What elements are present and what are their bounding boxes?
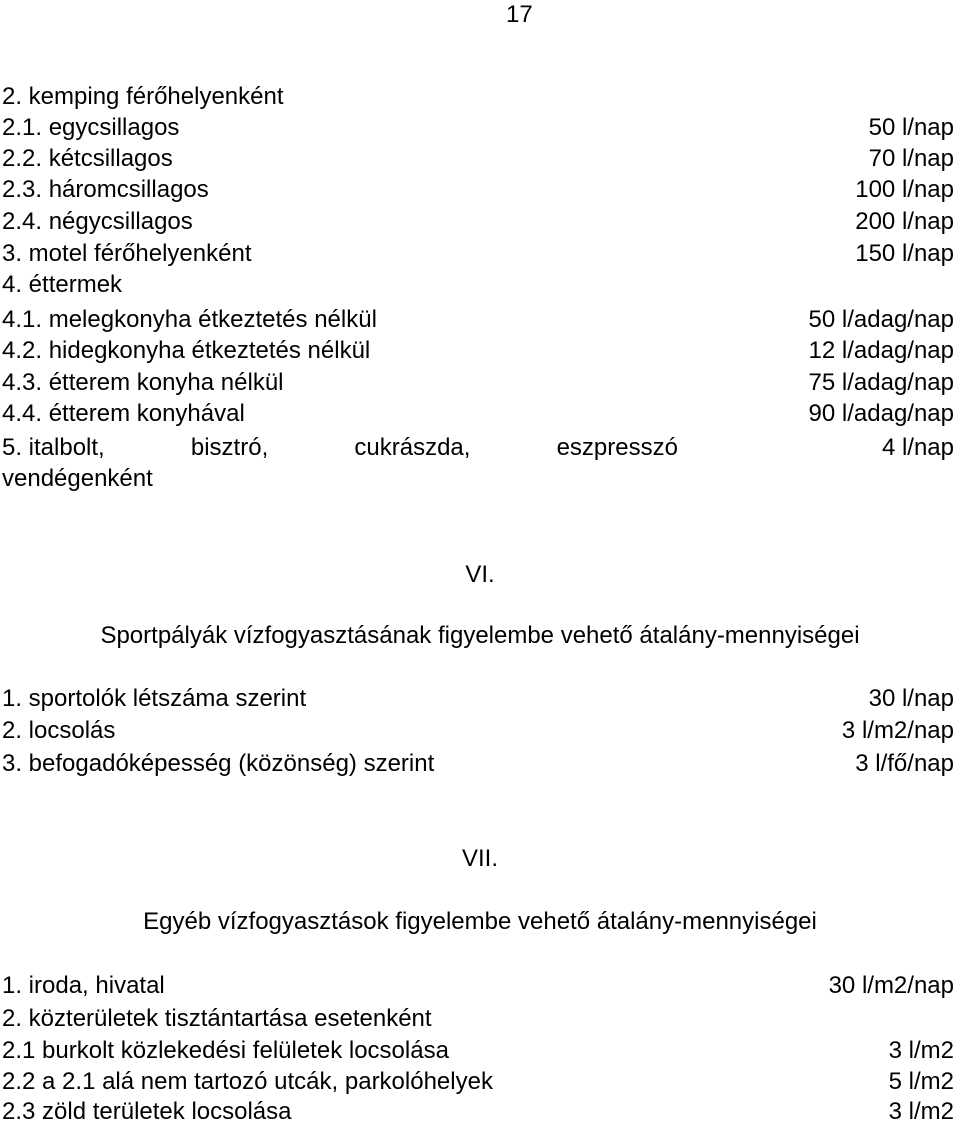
list-item	[2, 335, 954, 366]
item-label: 2. kemping férőhelyenként	[2, 83, 284, 110]
list-item	[2, 715, 954, 746]
item-value: 150 l/nap	[855, 240, 954, 267]
list-item	[2, 398, 954, 429]
list-item	[2, 238, 954, 269]
list-item	[2, 174, 954, 205]
item-label: 2.3. háromcsillagos	[2, 176, 209, 203]
item-word: bisztró,	[190, 434, 269, 461]
item-label: 4. éttermek	[2, 271, 123, 298]
item-value: 3 l/fő/nap	[855, 750, 954, 777]
list-item	[2, 304, 954, 335]
list-item	[2, 748, 954, 779]
item-value: 100 l/nap	[855, 176, 954, 203]
item-label: 2.2 a 2.1 alá nem tartozó utcák, parkolóhelyek	[2, 1068, 493, 1095]
item-value: 4 l/nap	[881, 434, 954, 461]
item-value: 3 l/m2	[888, 1037, 954, 1064]
list-item	[2, 970, 954, 1001]
item-value: 50 l/adag/nap	[808, 306, 954, 333]
item-label: 2. locsolás	[2, 717, 116, 744]
section-heading: VI.	[465, 561, 495, 588]
list-item	[2, 367, 954, 398]
section-title: Egyéb vízfogyasztások figyelembe vehető átalány-mennyiségei	[143, 908, 817, 935]
item-value: 30 l/nap	[868, 685, 954, 712]
item-label: 2.2. kétcsillagos	[2, 145, 173, 172]
list-item	[2, 112, 954, 143]
item-label: 2. közterületek tisztántartása esetenként	[2, 1005, 432, 1032]
item-value: 90 l/adag/nap	[808, 400, 954, 427]
item-label: 4.1. melegkonyha étkeztetés nélkül	[2, 306, 377, 333]
list-item	[2, 143, 954, 174]
item-label: 2.3 zöld területek locsolása	[2, 1098, 292, 1125]
list-item	[2, 683, 954, 714]
item-value: 200 l/nap	[855, 208, 954, 235]
item-label: 4.3. étterem konyha nélkül	[2, 369, 284, 396]
item-label: 1. sportolók létszáma szerint	[2, 685, 307, 712]
item-value: 75 l/adag/nap	[808, 369, 954, 396]
section-title: Sportpályák vízfogyasztásának figyelembe vehető átalány-mennyiségei	[100, 622, 860, 649]
item-word: cukrászda,	[354, 434, 471, 461]
item-continuation: vendégenként	[2, 465, 153, 492]
item-label: 4.4. étterem konyhával	[2, 400, 245, 427]
item-label: 2.4. négycsillagos	[2, 208, 193, 235]
list-item	[2, 1066, 954, 1097]
item-value: 50 l/nap	[868, 114, 954, 141]
item-label: 1. iroda, hivatal	[2, 972, 165, 999]
item-label: 3. motel férőhelyenként	[2, 240, 252, 267]
item-value: 5 l/m2	[888, 1068, 954, 1095]
item-word: eszpresszó	[556, 434, 678, 461]
item-value: 30 l/m2/nap	[828, 972, 954, 999]
section-heading: VII.	[461, 845, 498, 872]
item-label: 2.1 burkolt közlekedési felületek locsolása	[2, 1037, 449, 1064]
list-item	[2, 1003, 954, 1034]
item-value: 70 l/nap	[868, 145, 954, 172]
list-item	[2, 81, 954, 112]
item-value: 3 l/m2	[888, 1098, 954, 1125]
page-number: 17	[506, 1, 533, 28]
item-label: 3. befogadóképesség (közönség) szerint	[2, 750, 435, 777]
list-item	[2, 269, 954, 300]
item-label: 4.2. hidegkonyha étkeztetés nélkül	[2, 337, 371, 364]
item-word: 5. italbolt,	[2, 434, 105, 461]
list-item	[2, 206, 954, 237]
list-item	[2, 1096, 954, 1127]
item-value: 3 l/m2/nap	[841, 717, 954, 744]
list-item-justified	[2, 432, 678, 463]
item-label: 2.1. egycsillagos	[2, 114, 180, 141]
item-value: 12 l/adag/nap	[808, 337, 954, 364]
list-item	[2, 1035, 954, 1066]
